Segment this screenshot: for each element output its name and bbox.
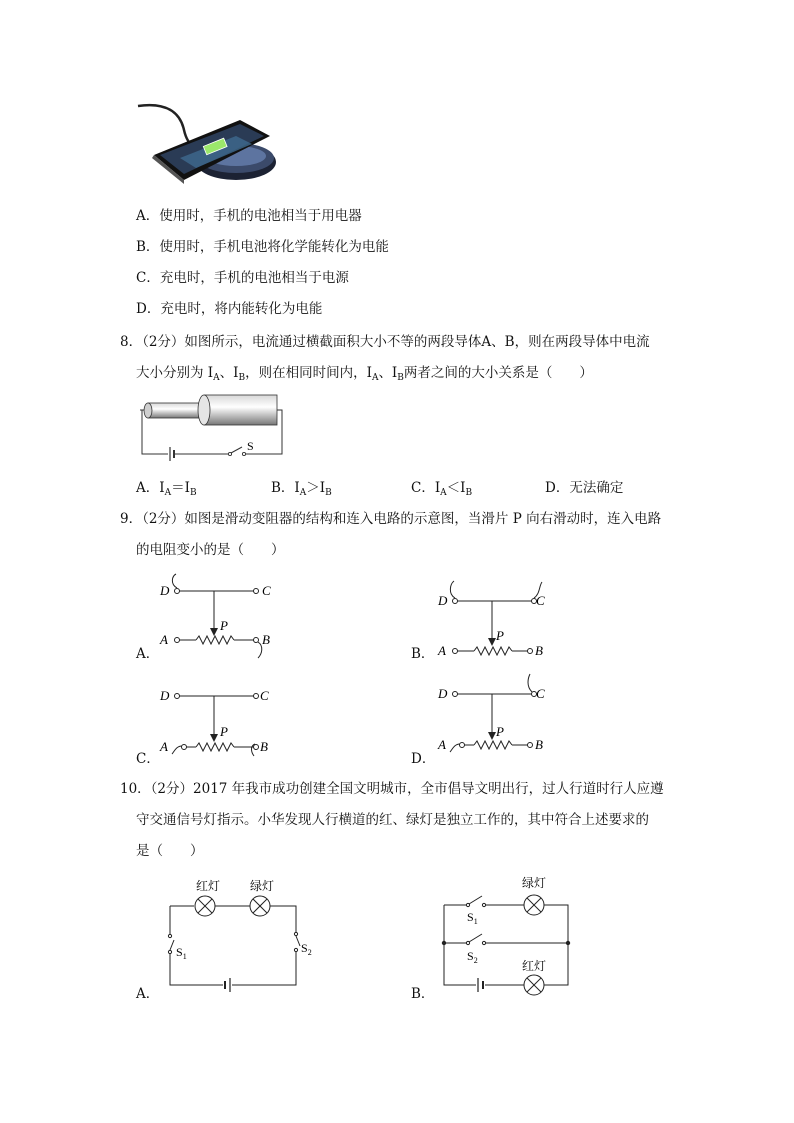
q8-option-b: B．$I_A>I_B$ — [271, 480, 332, 498]
q8-question-line1: 8．（2分）如图所示，电流通过横截面积大小不等的两段导体A、B，则在两段导体中电流 — [120, 334, 650, 350]
q8-option-a: A．$I_A=I_B$ — [136, 480, 197, 498]
terminal-d-label: D — [160, 688, 170, 703]
terminal-a-label: A — [438, 737, 446, 752]
slider-p-label: P — [496, 724, 504, 739]
switch-s1-label: $S_1$ — [467, 910, 478, 926]
terminal-b-label: B — [260, 739, 268, 754]
q9-diagram-d — [436, 672, 556, 764]
q10-question-line3: 是（ ） — [136, 843, 204, 859]
terminal-c-label: C — [260, 688, 269, 703]
q9-option-a: A． — [136, 646, 160, 662]
terminal-d-label: D — [438, 686, 448, 701]
q8-switch-label: S — [247, 439, 254, 453]
red-lamp-label: 红灯 — [522, 959, 547, 973]
q9-diagram-b — [436, 580, 556, 672]
terminal-c-label: C — [536, 686, 545, 701]
q7-option-a: A．使用时，手机的电池相当于用电器 — [136, 208, 362, 224]
q9-option-c: C． — [136, 751, 160, 767]
q9-question-line1: 9．（2分）如图是滑动变阻器的结构和连入电路的示意图，当滑片 P 向右滑动时，连入电路 — [120, 511, 662, 527]
q9-diagram-a — [158, 572, 278, 664]
q8-option-c: C．$I_A<I_B$ — [411, 480, 473, 498]
slider-p-label: P — [220, 618, 228, 633]
phone-charging-image — [136, 100, 281, 192]
q10-circuit-b — [436, 872, 586, 996]
terminal-d-label: D — [438, 593, 448, 608]
q9-question-line2: 的电阻变小的是（ ） — [136, 542, 285, 558]
terminal-a-label: A — [438, 643, 446, 658]
green-lamp-label: 绿灯 — [522, 876, 547, 890]
q10-option-b: B． — [411, 986, 435, 1002]
q10-question-line2: 守交通信号灯指示。小华发现人行横道的红、绿灯是独立工作的，其中符合上述要求的 — [136, 812, 649, 828]
q9-diagram-c — [158, 680, 278, 772]
q10-option-a: A． — [136, 986, 160, 1002]
terminal-a-label: A — [160, 739, 168, 754]
q8-option-d: D．无法确定 — [545, 480, 624, 496]
q7-option-d: D．充电时，将内能转化为电能 — [136, 301, 323, 317]
slider-p-label: P — [220, 724, 228, 739]
terminal-b-label: B — [262, 632, 270, 647]
q7-option-c: C．充电时，手机的电池相当于电源 — [136, 270, 349, 286]
q9-option-b: B． — [411, 646, 435, 662]
terminal-a-label: A — [160, 632, 168, 647]
red-lamp-label: 红灯 — [196, 879, 221, 893]
terminal-c-label: C — [262, 583, 271, 598]
q7-option-b: B．使用时，手机电池将化学能转化为电能 — [136, 239, 389, 255]
q10-question-line1: 10．（2分）2017 年我市成功创建全国文明城市，全市倡导文明出行，过人行道时行人应遵 — [120, 781, 664, 797]
terminal-c-label: C — [536, 593, 545, 608]
q8-conductor-circuit-diagram — [138, 392, 288, 466]
switch-s2-label: $S_2$ — [467, 949, 478, 965]
q8-question-line2: 大小分别为 $I_A$、$I_B$，则在相同时间内，$I_A$、$I_B$两者之间的大小关系是（ ） — [136, 365, 593, 383]
green-lamp-label: 绿灯 — [250, 879, 275, 893]
terminal-b-label: B — [535, 643, 543, 658]
q10-circuit-a — [160, 874, 320, 994]
q9-option-d: D． — [411, 751, 436, 767]
slider-p-label: P — [496, 628, 504, 643]
switch-s2-label: $S_2$ — [301, 941, 312, 957]
switch-s1-label: $S_1$ — [176, 945, 187, 961]
terminal-d-label: D — [160, 583, 170, 598]
terminal-b-label: B — [535, 737, 543, 752]
